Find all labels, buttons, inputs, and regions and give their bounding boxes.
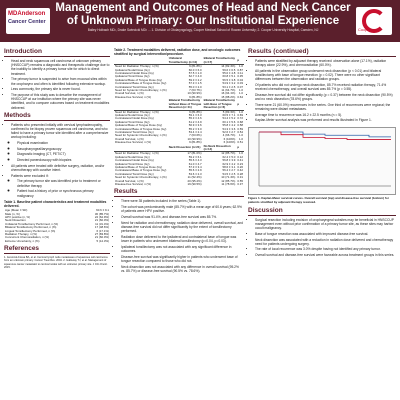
section-heading-discussion: Discussion	[248, 207, 396, 216]
table2-value-cell: 56.4 ± 2.7	[222, 168, 236, 173]
table2-value-cell: 19 (90.5%)	[187, 182, 202, 187]
results-cont-bullet: • Average time to recurrence was 16.2 ± 22.5 months (n = 5).	[255, 113, 396, 117]
intro-bullet: • Head and neck squamous cell carcinoma of unknown primary (HNSCCUP) remains a diagnostic and therapeutic challenge due to the inability to identify a primary tumor site for which to direct treatment.	[11, 59, 110, 76]
table2-label-cell: Need for Radiation Therapy, n (%)	[115, 109, 159, 114]
survival-curve-1	[259, 132, 391, 140]
table2-value-cell: 59.1 ± 6.3	[188, 112, 202, 117]
section-heading-references: References	[4, 245, 110, 254]
discussion-list	[248, 218, 396, 258]
results-bullet: • Radiation dose delivered to the ipsilateral and contralateral base of tongue was lower in patients who underwent bilateral tonsillectomy (p=0.04, p=0.03).	[121, 235, 244, 243]
table1-row	[4, 240, 110, 243]
table1-value-cell: 21 (60.0%)	[94, 218, 109, 223]
table2-value-cell: 9 (81.8%)	[189, 140, 202, 145]
table2-label-cell: Ipsilateral Base of Tongue Dose (Gy)	[115, 165, 163, 169]
methods-subbullet: ◦ Physical examination	[17, 141, 110, 145]
table2-value-cell: 62.7 ± 4.0	[188, 74, 202, 79]
table2-value-cell: 0.03	[237, 81, 243, 86]
table2-value-cell: 0.69	[237, 112, 243, 117]
table2-label-cell: Contralateral Base of Tongue Dose (Gy)	[115, 126, 167, 131]
table2-label-cell: Contralateral Nodal Dose (Gy)	[115, 71, 154, 76]
table1-value-cell: 30 (85.7%)	[94, 211, 109, 216]
table2-value-cell: 16 (94.1%)	[221, 91, 236, 96]
table1-label-cell: Unilateral Tonsillectomy Performed, n (%)	[5, 221, 59, 226]
table2-label-cell: Ipsilateral Tonsil Dose (Gy)	[115, 119, 150, 124]
table2-header-cell: Unilateral Tonsillectomy (n=11)	[168, 57, 203, 64]
methods-subbullet: ◦ Nasopharyngeal/laryngoscopy	[17, 147, 110, 151]
methods-list	[4, 123, 110, 198]
intro-list	[4, 59, 110, 110]
table2-value-cell: 0.87	[237, 67, 243, 72]
discussion-bullet: • Overall survival and disease-free survival were favorable across treatment groups in this series.	[255, 253, 396, 257]
table2-header-cell: p	[236, 145, 244, 152]
intro-bullet: • The purpose of this study was to describe the management of HNSCCUP at our institution where the primary site was never identified, and to compare outcomes based on treatment modalities delivered.	[11, 93, 110, 110]
table2-value-cell: 11 (52.4%)	[187, 175, 202, 180]
table2-value-cell: 6 (100%)	[223, 140, 236, 145]
table2-value-cell: 0.51	[237, 140, 243, 145]
table2-header-cell: Bilateral Tonsillectomy (n=17)	[203, 56, 236, 64]
table2-value-cell: 57.3 ± 3.4	[188, 165, 202, 169]
table1-label-cell: Lingual Tonsillectomy Performed, n (%)	[5, 228, 56, 233]
table2-value-cell: 54.3 ± 3.6	[222, 126, 236, 131]
table2-value-cell: 10 (71.4%)	[221, 175, 236, 180]
table2-label-cell: Need for Radiation Therapy, n (%)	[115, 64, 159, 69]
column-right	[248, 46, 396, 259]
table2-value-cell: 15 (88.2%)	[221, 94, 236, 99]
table1-value-cell: 6 (17.1%)	[96, 228, 109, 233]
table1-label-cell: Extreme Uncertainty, n (%)	[5, 238, 40, 243]
table2-header-cell: p	[236, 57, 244, 64]
results-cont-bullet: • Disease-free survival did not differ significantly (p = 0.37) between the neck dissection (90.5%) and no neck dissection (78.6%) groups.	[255, 93, 396, 101]
table2-value-cell: 55.3 ± 4.6	[188, 116, 202, 121]
column-middle	[114, 46, 244, 274]
results-bullet: • There were 35 patients included in the series (Table 1).	[121, 199, 244, 203]
table2-value-cell: 9 (81.8%)	[189, 64, 202, 69]
table2-value-cell: 0.04	[237, 77, 243, 82]
table2-value-cell: 54.9 ± 3.2	[222, 81, 236, 86]
table2-label-cell: Ipsilateral Nodal Dose (Gy)	[115, 67, 150, 72]
table2-value-cell: 57.5 ± 1.0	[188, 71, 202, 76]
table2-value-cell: 53.4 ± 2.4	[188, 129, 202, 134]
table2-value-cell: 55.6 ± 2.9	[188, 168, 202, 173]
discussion-bullet: • Surgical resection including excision of oropharyngeal subsites may be beneficial in HNSCCUP management even without prior confirmation of a primary tumor site, as these sites may harbor occult malignancy.	[255, 218, 396, 231]
table1-value-cell: 22 (62.9%)	[94, 215, 109, 219]
table2-value-cell: 0.28	[237, 171, 243, 176]
table2-value-cell: 56.8 ± 3.9	[222, 158, 236, 163]
table2-value-cell: 0.68	[237, 119, 243, 124]
table2-value-cell: 57.3 ± 1.5	[188, 81, 202, 86]
table2	[114, 57, 244, 186]
table2-label-cell: Contralateral Nodal Dose (Gy)	[115, 158, 154, 163]
table2-label-cell: Need for Radiation Therapy, n (%)	[115, 151, 159, 156]
table2-label-cell: Disease-free Survival, n (%)	[115, 94, 151, 99]
methods-sublist	[11, 179, 110, 197]
references-text: 1. Jereczek-Fossa BA, et al. Cervical lymph node metastases of squamous cell carcinoma from an unknown primary. Cancer Treat Rev. 2004. 2. Galloway TJ, et al. Management of squamous cancer metastatic to cervical nodes with an unknown primary site. J Clin Oncol. 2015.	[4, 256, 108, 269]
table2-value-cell: 9 (81.8%)	[189, 94, 202, 99]
table2-label-cell: Ipsilateral Tonsil Dose (Gy)	[115, 161, 150, 166]
table2-label-cell: Disease-free Survival, n (%)	[115, 140, 151, 145]
intro-bullet: • Less commonly, the primary site is never found.	[11, 87, 110, 91]
discussion-bullet: • The rate of local recurrence was 3.0% despite having not identified any primary tumor.	[255, 247, 396, 251]
table2-value-cell: 0.64	[237, 94, 243, 99]
table2-label-cell: Contralateral Tonsil Dose (Gy)	[115, 84, 154, 89]
table2-header-cell	[114, 99, 168, 110]
table2-label-cell: Contralateral Base of Tongue Dose (Gy)	[115, 168, 167, 173]
cooper-logo: Cooper	[356, 7, 392, 35]
table1-title: Table 1. Baseline patient characteristics and treatment modalities delivered.	[4, 199, 107, 208]
table2-label-cell: Ipsilateral Tonsil Dose (Gy)	[115, 74, 150, 79]
table2-value-cell: 61.0 ± 4.7	[188, 161, 202, 166]
table2-value-cell: 1.0	[238, 88, 243, 93]
poster-title: Management and Outcomes of Head and Neck Cancer of Unknown Primary: Our Institutional Experience	[55, 2, 351, 27]
table2-value-cell: 55.6 ± 4.3	[188, 158, 202, 163]
table2-value-cell: 0.26	[237, 165, 243, 169]
table2-value-cell: 60.1 ± 5.6	[222, 119, 236, 124]
table2-value-cell: 0.23	[237, 161, 243, 166]
table2-value-cell: 1.0	[238, 91, 243, 96]
kaplan-meier-chart	[248, 127, 396, 195]
survival-curve-0	[259, 132, 391, 137]
column-left	[4, 46, 110, 269]
table2-value-cell: 10 (90.9%)	[187, 91, 202, 96]
table1-label-cell: Male (n, %)	[5, 211, 20, 216]
table2-header-cell: No Neck Dissection (n=14)	[203, 145, 237, 152]
table2-value-cell: 0.41	[237, 158, 243, 163]
table2-value-cell: 7 (63.6%)	[189, 133, 202, 138]
table2-value-cell: 1.0	[238, 133, 243, 138]
table2-row	[114, 183, 244, 186]
results-cont-bullet: • Of patients who did not undergo neck dissection, 85.7% received radiation therapy, 71.4% received chemotherapy, and overall survival was 85.7% (p = 0.55).	[255, 83, 396, 91]
methods-subbullet: ◦ The primary tumor site was identified prior to treatment or definitive therapy	[17, 179, 110, 187]
poster-header	[0, 0, 400, 42]
table2-value-cell: 62.4 ± 5.0	[222, 154, 236, 159]
results-bullet: • The cohort was predominantly male (85.7%) with a mean age of 60.6 years; 62.9% of patients were HPV positive.	[121, 205, 244, 213]
table1	[4, 209, 110, 243]
table1-label-cell: Age (Mean ± SD)	[5, 208, 28, 213]
table2-label-cell: Contralateral Tonsil Dose (Gy)	[115, 171, 154, 176]
table2-value-cell: 55.8 ± 4.2	[222, 123, 236, 128]
results-cont-bullet: • Patients were stratified by adjuvant therapy received: observation alone (17.1%), radiation therapy alone (22.9%), and chemoradiation (60.0%).	[255, 59, 396, 67]
table1-value-cell: 17 (48.6%)	[94, 225, 109, 230]
table2-value-cell: 12 (85.7%)	[221, 151, 236, 156]
section-heading-methods: Methods	[4, 112, 110, 121]
results-bullet: • Ipsilateral tonsillectomy was not associated with any significant difference in outcomes.	[121, 245, 244, 253]
table2-value-cell: 7 (63.7%)	[189, 88, 202, 93]
table2-value-cell: 56.9 ± 3.6	[188, 123, 202, 128]
table2-value-cell: 55.2 ± 3.0	[188, 126, 202, 131]
table2-label-cell: Need for Systemic Chemotherapy, n (%)	[115, 175, 167, 180]
methods-bullet: • Patients who presented initially with cervical lymphadenopathy, confirmed to be biopsy proven squamous cell carcinoma, and who failed to have a primary tumor site identified after a comprehensive workup including:	[11, 123, 110, 140]
table2-value-cell: 0.58	[237, 123, 243, 128]
results-cont-bullet: • Kaplan-Meier survival analysis was performed and results illustrated in Figure 1.	[255, 118, 396, 122]
table2-value-cell: 0.42	[237, 168, 243, 173]
table2-value-cell: 60.0 ± 6.0	[188, 67, 202, 72]
table1-label-cell: Concurrent Chemoradiation, n (%)	[5, 235, 50, 240]
discussion-bullet: • Neck dissection was associated with a reduction in radiation dose delivered and chemotherapy need for patients undergoing surgery.	[255, 238, 396, 246]
table2-value-cell: 55.0 ± 4.8	[222, 71, 236, 76]
table2-value-cell: 1.0	[238, 109, 243, 114]
table2-label-cell: Overall Survival, n (%)	[115, 91, 144, 96]
table2-value-cell: 54.4 ± 5.2	[222, 116, 236, 121]
methods-subbullet: ◦ Patient had a history of prior or synchronous primary malignancy	[17, 189, 110, 197]
table2-header-cell: p	[236, 99, 244, 110]
table2-group-header	[114, 99, 244, 110]
methods-sublist	[11, 141, 110, 162]
results-bullet: • Disease-free survival was significantly higher in patients who underwent base of tongue resection compared to those who did not.	[121, 255, 244, 263]
table2-value-cell: 0.54	[237, 129, 243, 134]
table2-value-cell: 55.0 ± 2.0	[188, 84, 202, 89]
table2-label-cell: Ipsilateral Base of Tongue Dose (Gy)	[115, 77, 163, 82]
table2-label-cell: Overall Survival, n (%)	[115, 136, 144, 141]
intro-bullet: • The primary tumor is suspected to arise from mucosal sites within the oropharynx and often is identified following extensive workup.	[11, 77, 110, 85]
section-heading-results: Results	[114, 188, 244, 197]
table2-value-cell: 0.72	[237, 116, 243, 121]
table2-label-cell: Ipsilateral Nodal Dose (Gy)	[115, 112, 150, 117]
table1-value-cell: 11 (31.4%)	[95, 221, 109, 226]
table2-value-cell: 62.9 ± 4.2	[222, 161, 236, 166]
table2-value-cell: 4 (66.7%)	[222, 133, 236, 138]
table2-value-cell: 0.55	[237, 178, 243, 183]
methods-bullet: • All patients were treated with definitive surgery, radiation, and/or chemotherapy with curative intent.	[11, 164, 110, 172]
results-bullet: • Overall survival was 91.4%, and disease-free survival was 85.7%.	[121, 215, 244, 219]
table2-label-cell: Ipsilateral Nodal Dose (Gy)	[115, 154, 150, 159]
table2-value-cell: 20 (95.2%)	[187, 178, 202, 183]
results-list	[114, 199, 244, 273]
table2-label-cell: Contralateral Tonsil Dose (Gy)	[115, 129, 154, 134]
table2-value-cell: 0.59	[237, 126, 243, 131]
table2-value-cell: 54.5 ± 2.5	[222, 171, 236, 176]
methods-bullet: • Patients were excluded if:	[11, 174, 110, 178]
table2-value-cell: 1.0	[238, 136, 243, 141]
table2-value-cell: 0.12	[237, 154, 243, 159]
table2-label-cell: Ipsilateral Base of Tongue Dose (Gy)	[115, 123, 163, 128]
table1-label-cell: HPV positive (n, %)	[5, 215, 31, 219]
table2-label-cell: Disease-free Survival, n (%)	[115, 182, 151, 187]
methods-subbullet: ◦ Diagnostic imaging (CT, PET/CT)	[17, 152, 110, 156]
section-heading-results-continued: Results (continued)	[248, 48, 396, 57]
table2-value-cell: 6 (100%)	[223, 136, 236, 141]
table2-value-cell: 52.6 ± 2.7	[222, 129, 236, 134]
section-heading-introduction: Introduction	[4, 48, 110, 57]
table2-value-cell: 61.2 ± 4.9	[188, 119, 202, 124]
md-anderson-logo: MDAnderson Cancer Center	[6, 8, 50, 34]
table2-header-cell: Neck Dissection (n=21)	[168, 145, 203, 152]
table2-value-cell: 59.3 ± 2.2	[188, 77, 202, 82]
results-bullet: • Need for radiation and chemotherapy, radiation dose delivered, overall survival, and disease-free survival did not differ significantly by the extent of tonsillectomy performed.	[121, 221, 244, 234]
table2-value-cell: 0.07	[237, 84, 243, 89]
table2-value-cell: 1.0	[238, 64, 243, 69]
table2-label-cell: Overall Survival, n (%)	[115, 178, 144, 183]
figure1-caption: Figure 1. Kaplan-Meier survival curves. Overall survival (top) and disease-free survival (bottom) for patients stratified by adjuvant therapy received.	[248, 196, 389, 205]
table2-value-cell: 1.0	[238, 151, 243, 156]
table1-value-cell: 21 (60.0%)	[94, 235, 109, 240]
table2-value-cell: 11 (64.7%)	[221, 88, 236, 93]
results-cont-bullet: • All patients in the observation group underwent neck dissection (p < 0.01) and bilateral tonsillectomy with base of tongue resection (p = 0.02). There were no other significant differences between the observation and radiation groups.	[255, 69, 396, 82]
table2-label-cell: Need for Systemic Chemotherapy, n (%)	[115, 133, 167, 138]
table2-value-cell: 60.8 ± 5.1	[222, 74, 236, 79]
table2-value-cell: 53.6 ± 2.3	[188, 171, 202, 176]
table2-title: Table 2. Treatment modalities delivered, radiation dose, and oncologic outcomes stratified by surgical intervention/procedure.	[114, 48, 241, 57]
poster-authors: Bailey Holbach MD¹, Drake Swiecicki MD² ... 1. Division of Otolaryngology, Cooper Medical School of Rowan University; 2. Cooper University Hospital, Camden, NJ	[87, 28, 319, 32]
table2-value-cell: 17 (81.0%)	[187, 151, 202, 156]
table2-header-cell: Bilateral Tonsillectomy with Base of Tongue Resection (n=6)	[203, 98, 236, 110]
table2-value-cell: 60.5 ± 7.1	[222, 112, 236, 117]
table1-value-cell: 5 (14.3%)	[96, 238, 109, 243]
table1-label-cell: Bilateral Tonsillectomy Performed, n (%)	[5, 225, 57, 230]
table2-value-cell: 0.11	[237, 71, 243, 76]
table2-value-cell: 56.5 ± 3.8	[222, 77, 236, 82]
table1-label-cell: Neck Dissection	[5, 218, 26, 223]
methods-subbullet: ◦ Directed panendoscopy with biopsies	[17, 158, 110, 162]
table2-value-cell: 53.1 ± 2.5	[222, 84, 236, 89]
table1-value-cell: 60.6 ± 9.1	[96, 208, 109, 213]
discussion-bullet: • Base of tongue resection was associated with improved disease-free survival.	[255, 232, 396, 236]
table2-value-cell: 10 (90.9%)	[187, 136, 202, 141]
chart-axes	[259, 132, 391, 186]
table2-value-cell: 59.2 ± 6.1	[188, 154, 202, 159]
table2-value-cell: 59.6 ± 6.5	[222, 67, 236, 72]
table2-value-cell: 58.6 ± 3.1	[222, 165, 236, 169]
results-cont-list	[248, 59, 396, 123]
table1-value-cell: 27 (83.8%)	[94, 232, 109, 237]
table2-value-cell: 11 (78.6%)	[221, 182, 236, 187]
table2-value-cell: 0.31	[237, 175, 243, 180]
results-cont-bullet: • There were 21 (60.0%) recurrences in the series. One third of recurrences were regional; the remaining were distant metastases.	[255, 103, 396, 111]
table2-label-cell: Contralateral Nodal Dose (Gy)	[115, 116, 154, 121]
table2-value-cell: 9 (81.8%)	[189, 109, 202, 114]
table2-header-cell: Bilateral Tonsillectomy without Base of Tongue Resection (n=11)	[168, 98, 202, 110]
table2-value-cell: 0.35	[237, 74, 243, 79]
table1-label-cell: Radiation Therapy, n (%)	[5, 232, 37, 237]
results-bullet: • Neck dissection was not associated with any difference in overall survival (95.2% vs. 85.7%) or disease-free survival (90.5% vs. 78.6%).	[121, 265, 244, 273]
table2-value-cell: 5 (83.3%)	[222, 109, 236, 114]
table2-label-cell: Contralateral Base of Tongue Dose (Gy)	[115, 81, 167, 86]
table2-value-cell: 0.37	[237, 182, 243, 187]
table2-label-cell: Need for Systemic Chemotherapy, n (%)	[115, 88, 167, 93]
table2-value-cell: 12 (85.7%)	[221, 178, 236, 183]
table2-value-cell: 14 (82.4%)	[221, 64, 236, 69]
